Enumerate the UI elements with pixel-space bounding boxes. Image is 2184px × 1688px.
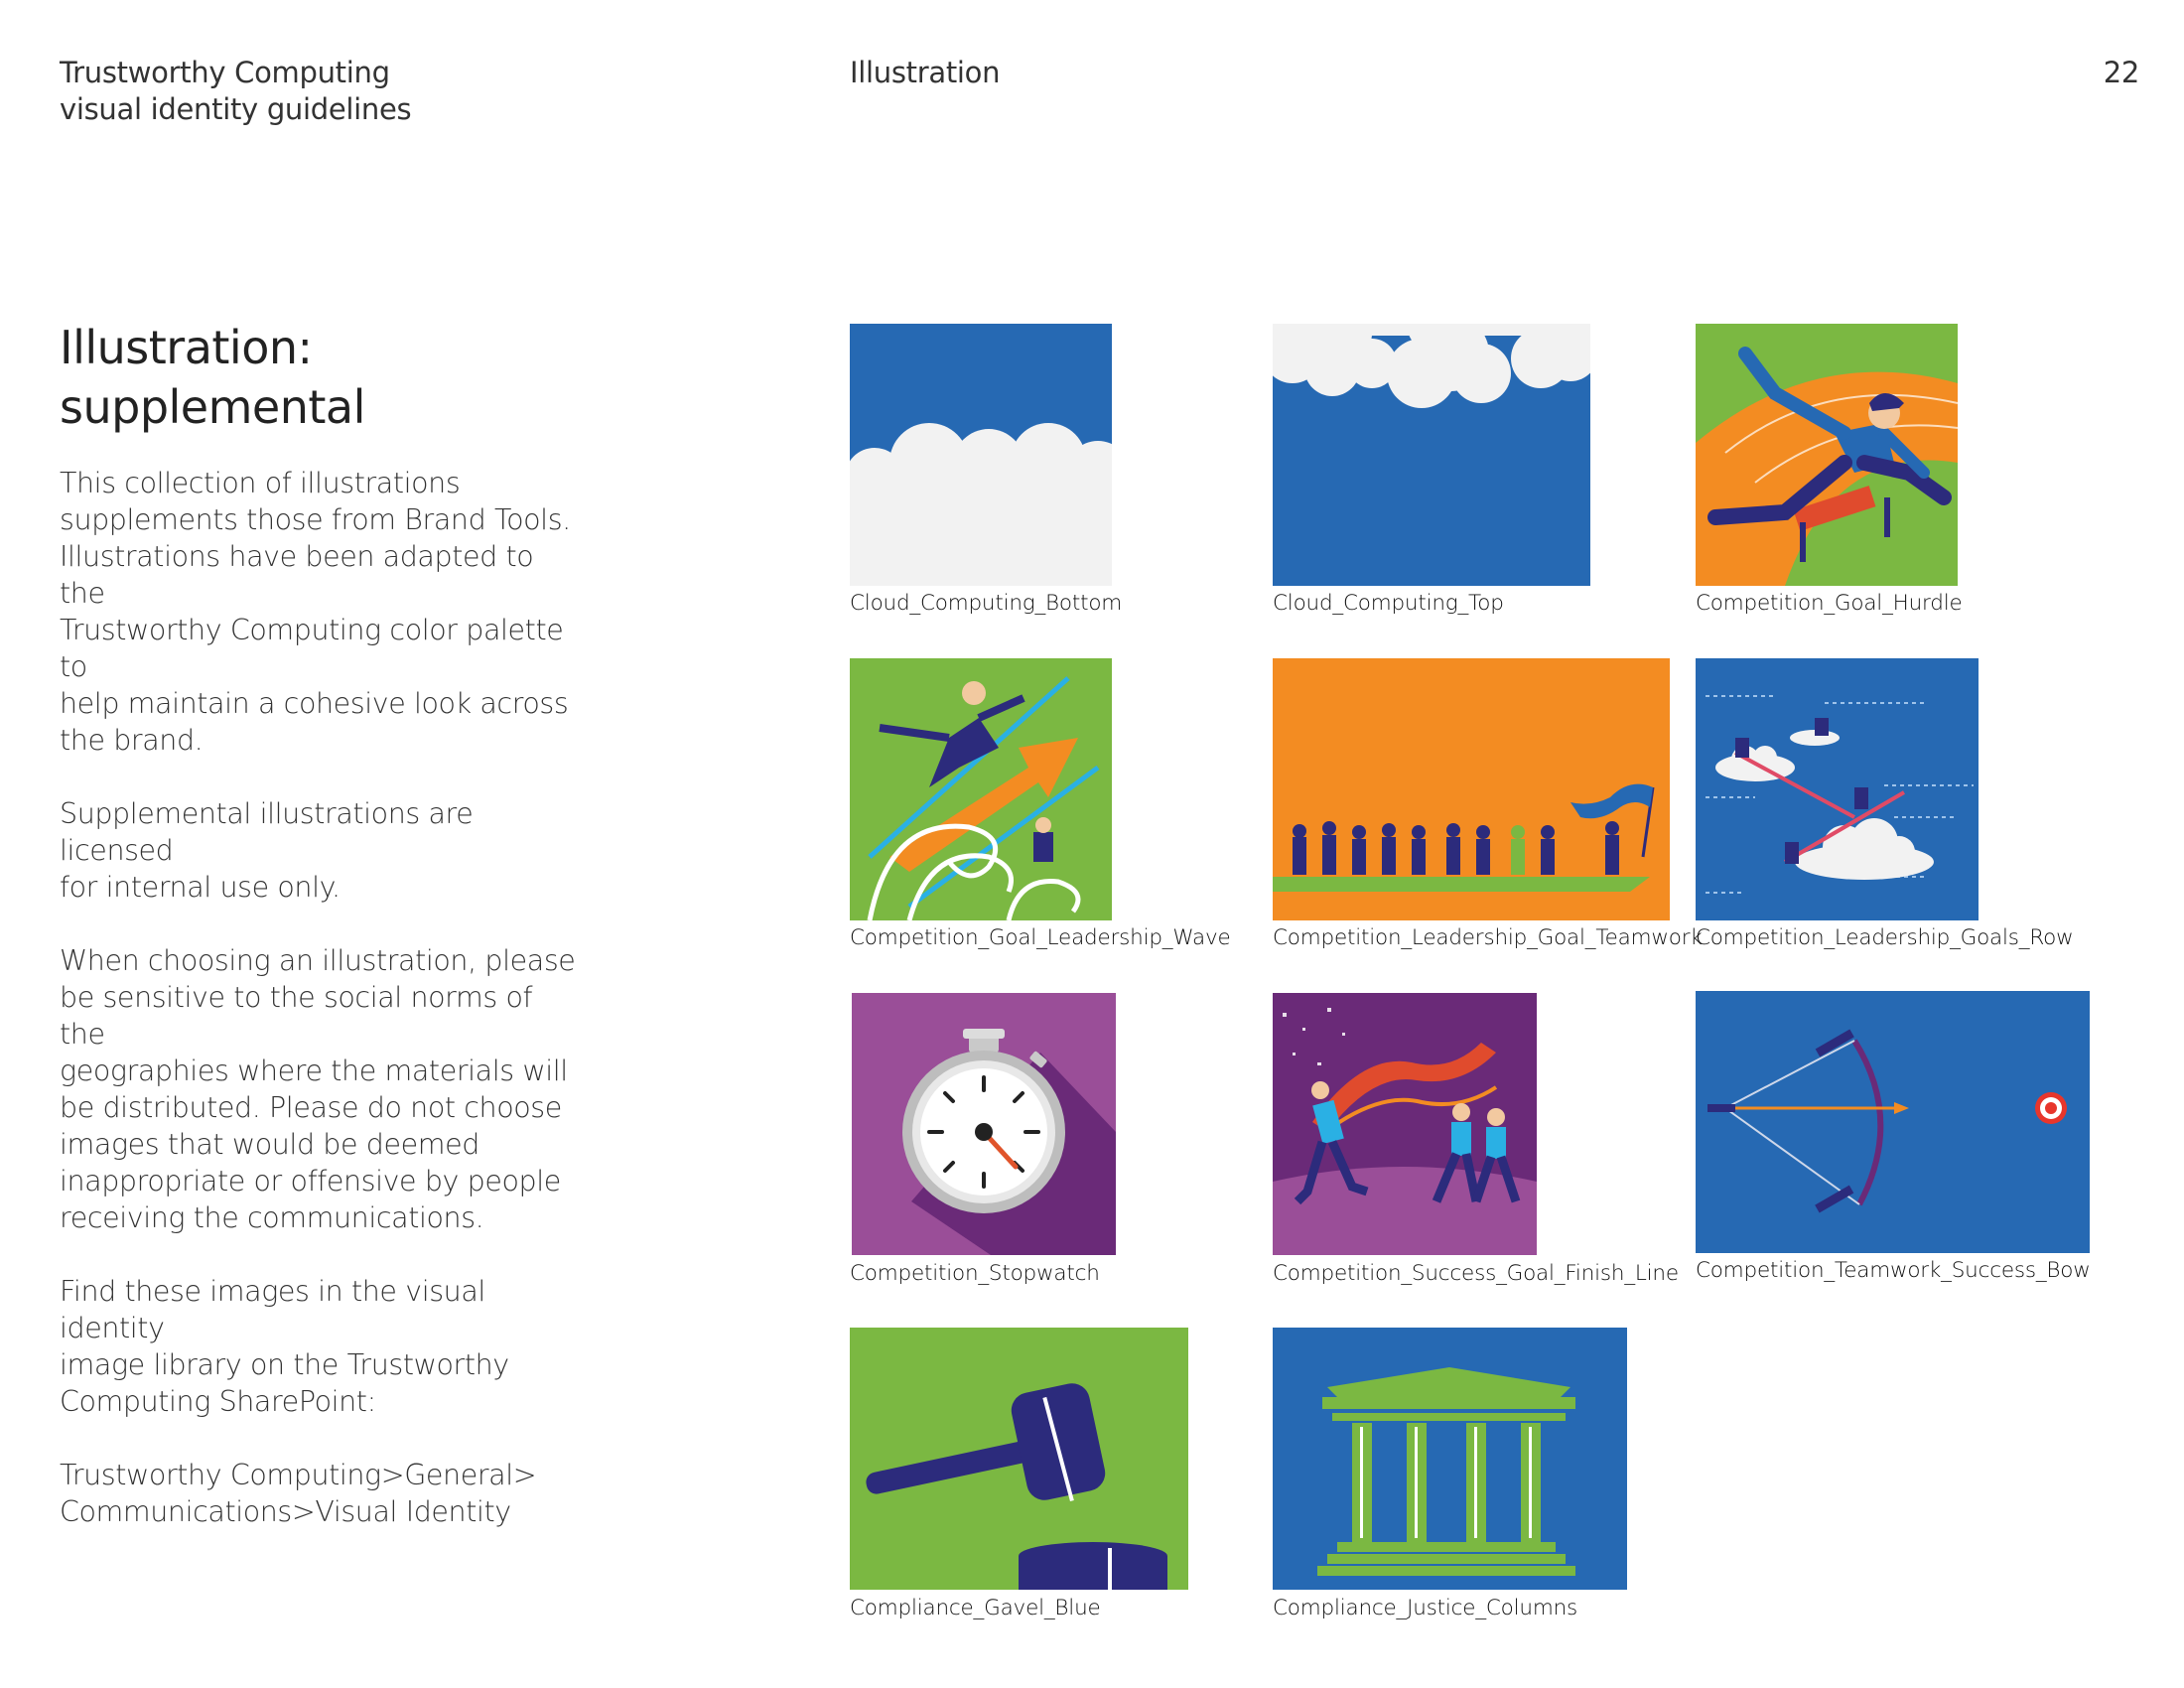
body-line: Trustworthy Computing color palette to <box>60 614 564 683</box>
body-line: Computing SharePoint: <box>60 1385 376 1418</box>
body-paragraph <box>60 795 576 906</box>
page-heading-line1: Illustration: <box>60 321 313 374</box>
page-heading <box>60 318 576 437</box>
body-line: This collection of illustrations <box>60 467 461 499</box>
body-paragraph <box>60 1457 576 1530</box>
bow-illustration <box>1696 991 2090 1253</box>
caption: Competition_Goal_Leadership_Wave <box>850 925 1231 950</box>
stopwatch-illustration <box>852 993 1116 1255</box>
body-line: the brand. <box>60 724 204 757</box>
body-line: be distributed. Please do not choose <box>60 1091 562 1124</box>
caption: Compliance_Justice_Columns <box>1273 1596 1578 1620</box>
body-line: be sensitive to the social norms of the <box>60 981 533 1051</box>
body-line: supplements those from Brand Tools. <box>60 503 571 536</box>
caption: Compliance_Gavel_Blue <box>850 1596 1101 1620</box>
body-line: receiving the communications. <box>60 1201 484 1234</box>
body-line: inappropriate or offensive by people <box>60 1165 561 1197</box>
body-paragraph <box>60 942 576 1236</box>
document-title-line1: Trustworthy Computing <box>60 56 390 89</box>
gavel-illustration <box>850 1328 1188 1590</box>
body-paragraph <box>60 1273 576 1420</box>
leadership-wave-illustration <box>850 658 1112 920</box>
body-line: geographies where the materials will <box>60 1055 568 1087</box>
body-line: for internal use only. <box>60 871 341 904</box>
caption: Competition_Goal_Hurdle <box>1696 591 1963 616</box>
finish-line-illustration <box>1273 993 1537 1255</box>
justice-columns-illustration <box>1273 1328 1627 1590</box>
caption: Cloud_Computing_Top <box>1273 591 1504 616</box>
body-line: Communications>Visual Identity <box>60 1495 511 1528</box>
cloud-bottom-illustration <box>850 324 1112 586</box>
hurdle-illustration <box>1696 324 1958 586</box>
body-text <box>60 465 576 1567</box>
document-title-line2: visual identity guidelines <box>60 92 412 126</box>
body-line: help maintain a cohesive look across <box>60 687 569 720</box>
section-title: Illustration <box>850 56 1001 89</box>
caption: Cloud_Computing_Bottom <box>850 591 1123 616</box>
body-line: image library on the Trustworthy <box>60 1348 509 1381</box>
caption: Competition_Leadership_Goal_Teamwork <box>1273 925 1703 950</box>
teamwork-run-illustration <box>1273 658 1670 920</box>
caption: Competition_Teamwork_Success_Bow <box>1696 1258 2091 1283</box>
caption: Competition_Leadership_Goals_Row <box>1696 925 2074 950</box>
body-line: Supplemental illustrations are licensed <box>60 797 474 867</box>
document-title <box>60 55 615 128</box>
caption: Competition_Stopwatch <box>850 1261 1100 1286</box>
cloud-top-illustration <box>1273 324 1590 586</box>
body-line: When choosing an illustration, please <box>60 944 576 977</box>
page-heading-line2: supplemental <box>60 380 365 434</box>
body-line: images that would be deemed <box>60 1128 479 1161</box>
page-number: 22 <box>2103 56 2139 89</box>
body-paragraph <box>60 465 576 759</box>
body-line: Illustrations have been adapted to the <box>60 540 534 610</box>
goals-row-illustration <box>1696 658 1979 920</box>
body-line: Find these images in the visual identity <box>60 1275 485 1344</box>
caption: Competition_Success_Goal_Finish_Line <box>1273 1261 1679 1286</box>
body-line: Trustworthy Computing>General> <box>60 1459 537 1491</box>
